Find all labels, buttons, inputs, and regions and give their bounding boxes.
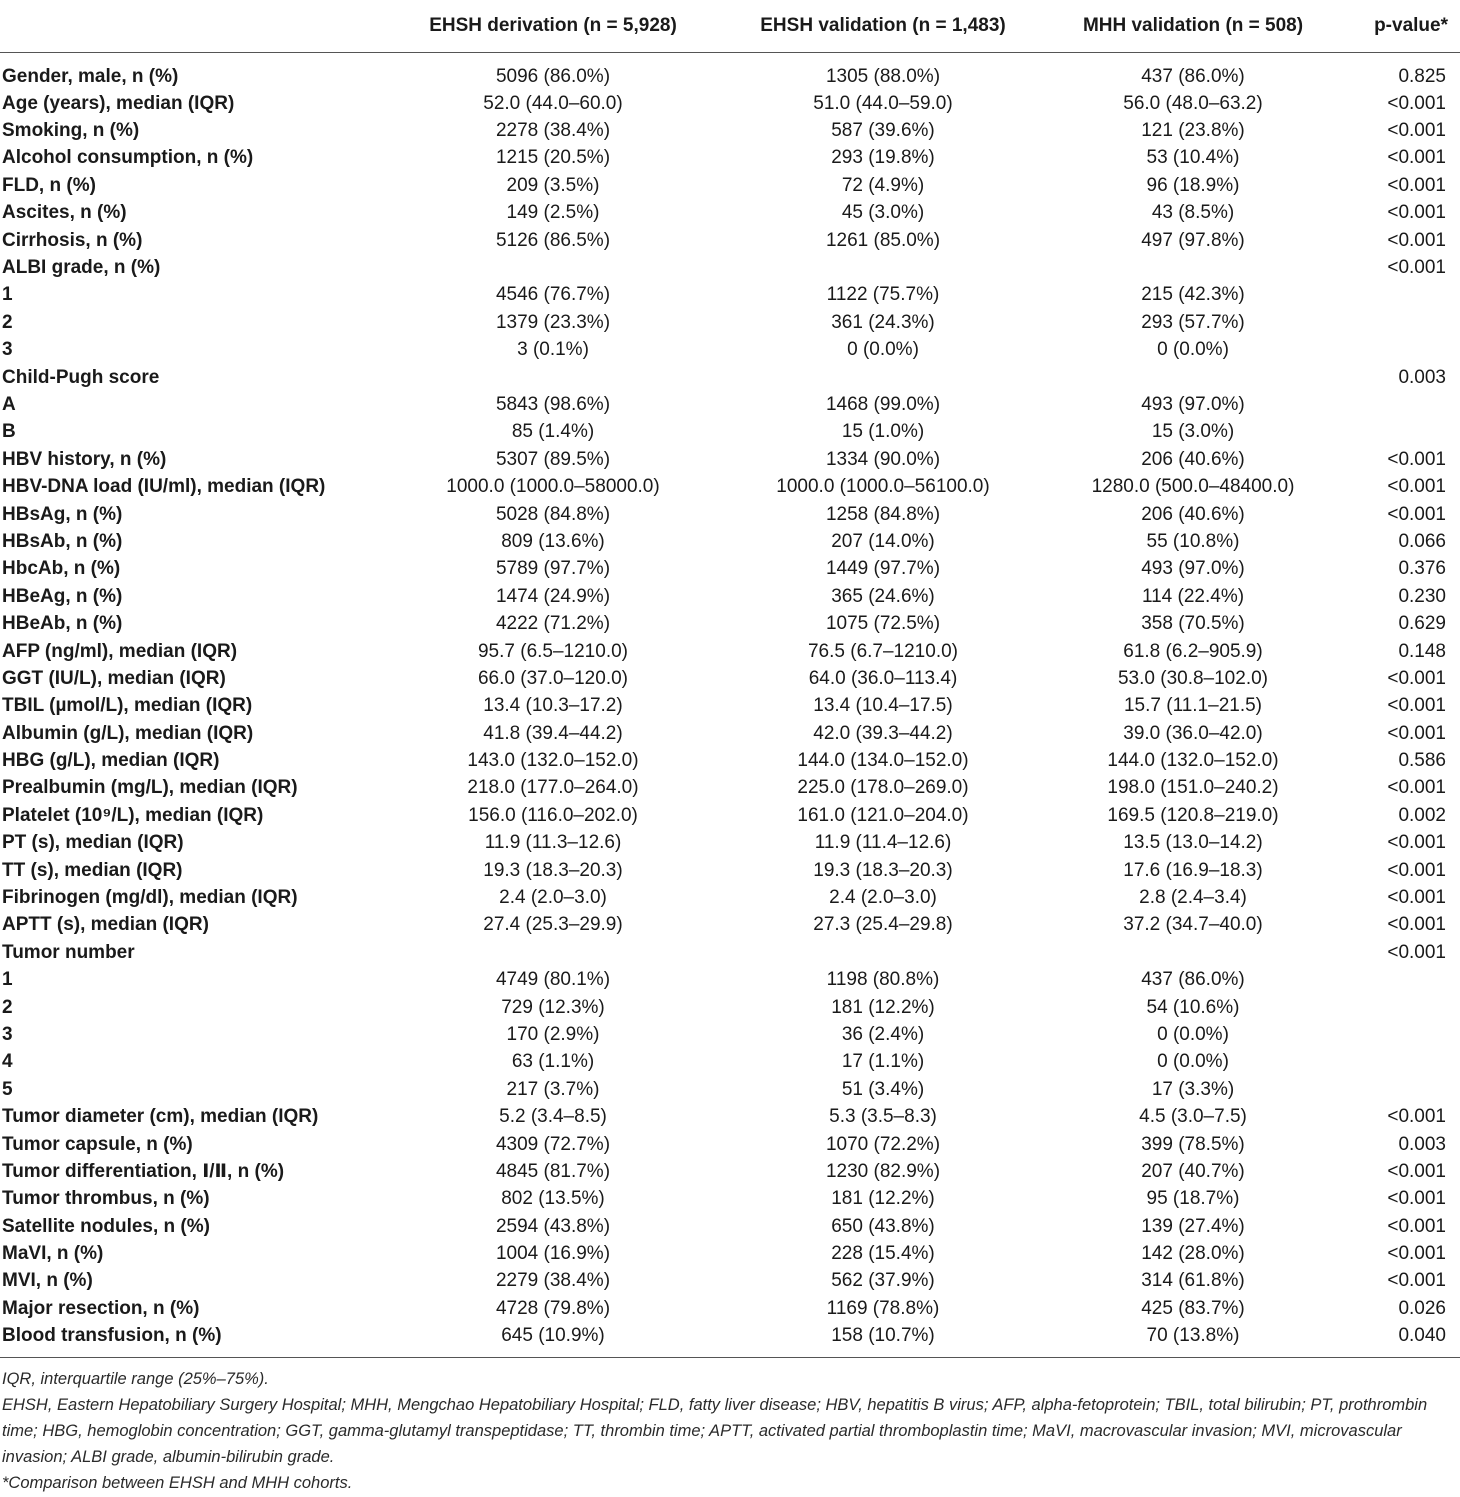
cell-mhh-validation: 37.2 (34.7–40.0): [1123, 914, 1263, 936]
cell-ehsh-validation: 650 (43.8%): [831, 1215, 935, 1237]
cell-p-value: [1338, 993, 1460, 1020]
cell-ehsh-validation: 1000.0 (1000.0–56100.0): [776, 476, 990, 498]
cell-ehsh-derivation: 27.4 (25.3–29.9): [483, 914, 623, 936]
cell-variable: GGT (IU/L), median (IQR): [2, 667, 226, 689]
table-row: [0, 637, 1460, 664]
cell-ehsh-derivation: 13.4 (10.3–17.2): [483, 695, 623, 717]
header-row: [0, 0, 1460, 52]
cell-mhh-validation: 437 (86.0%): [1141, 65, 1245, 87]
cell-ehsh-derivation: 149 (2.5%): [506, 202, 600, 224]
cell-ehsh-derivation: 85 (1.4%): [511, 421, 595, 443]
cell-ehsh-derivation: 2594 (43.8%): [495, 1215, 611, 1237]
table-row: [0, 665, 1460, 692]
cell-mhh-validation: 15.7 (11.1–21.5): [1123, 695, 1263, 717]
cell-variable: Smoking, n (%): [2, 120, 140, 142]
cell-ehsh-validation: 181 (12.2%): [831, 1188, 935, 1210]
cell-mhh-validation: 399 (78.5%): [1141, 1133, 1245, 1155]
table-row: [0, 117, 1460, 144]
cell-variable: 2: [2, 311, 13, 333]
cell-variable: HBeAb, n (%): [2, 613, 123, 635]
table-row: [0, 610, 1460, 637]
cell-mhh-validation: 61.8 (6.2–905.9): [1123, 640, 1263, 662]
table-row: [0, 144, 1460, 171]
cell-p-value: <0.001: [1387, 1243, 1446, 1265]
cell-p-value: <0.001: [1387, 722, 1446, 744]
cell-variable: Tumor capsule, n (%): [2, 1133, 193, 1155]
cell-ehsh-validation: 207 (14.0%): [831, 530, 935, 552]
table-row: [0, 1185, 1460, 1212]
cell-p-value: 0.003: [1398, 1133, 1446, 1155]
cell-mhh-validation: 53.0 (30.8–102.0): [1117, 667, 1268, 689]
cell-mhh-validation: 497 (97.8%): [1141, 229, 1245, 251]
cell-p-value: <0.001: [1387, 476, 1446, 498]
table-row: [0, 692, 1460, 719]
cell-variable: HbcAb, n (%): [2, 558, 121, 580]
cell-ehsh-validation: 225.0 (178.0–269.0): [797, 777, 969, 799]
header-ehsh-validation: EHSH validation (n = 1,483): [718, 0, 1048, 52]
footnote-comparison: *Comparison between EHSH and MHH cohorts.: [2, 1474, 353, 1493]
table-row: [0, 418, 1460, 445]
cell-ehsh-derivation: 41.8 (39.4–44.2): [483, 722, 623, 744]
cell-ehsh-validation: 1230 (82.9%): [825, 1160, 941, 1182]
cell-ehsh-derivation: 217 (3.7%): [506, 1078, 600, 1100]
cell-ehsh-derivation: 645 (10.9%): [501, 1325, 605, 1347]
table-row: [0, 500, 1460, 527]
cell-p-value: 0.066: [1398, 530, 1446, 552]
cell-p-value: <0.001: [1387, 1160, 1446, 1182]
cell-mhh-validation: 293 (57.7%): [1141, 311, 1245, 333]
cell-variable: HBV history, n (%): [2, 448, 167, 470]
cell-variable: MVI, n (%): [2, 1270, 93, 1292]
cell-mhh-validation: 206 (40.6%): [1141, 448, 1245, 470]
cell-variable: Platelet (10⁹/L), median (IQR): [2, 804, 264, 826]
footnote-abbreviations: EHSH, Eastern Hepatobiliary Surgery Hospital; MHH, Mengchao Hepatobiliary Hospital; FLD, fatty liver disease; HBV, hepatitis B virus; AFP, alpha-fetoprotein; TBIL, total bilirubin; PT, prothrombin time; HBG, hemoglobin concentration; GGT, gamma-glutamyl transpeptidase; TT, thrombin time; APTT, activated partial thromboplastin time; MaVI, macrovascular invasion; MVI, microvascular invasion; ALBI grade, albumin-bilirubin grade.: [2, 1396, 1428, 1467]
cell-p-value: <0.001: [1387, 859, 1446, 881]
cell-ehsh-validation: 45 (3.0%): [841, 202, 925, 224]
cell-p-value: <0.001: [1387, 229, 1446, 251]
cell-ehsh-derivation: 5789 (97.7%): [495, 558, 611, 580]
cell-p-value: <0.001: [1387, 832, 1446, 854]
cell-ehsh-validation: [718, 363, 1048, 390]
cell-ehsh-validation: 1169 (78.8%): [826, 1297, 940, 1319]
table-row: [0, 309, 1460, 336]
cell-mhh-validation: 54 (10.6%): [1146, 996, 1240, 1018]
cell-ehsh-validation: 1468 (99.0%): [825, 393, 941, 415]
table-row: [0, 774, 1460, 801]
cell-mhh-validation: 13.5 (13.0–14.2): [1123, 832, 1263, 854]
cell-ehsh-derivation: 809 (13.6%): [501, 530, 605, 552]
cell-variable: 2: [2, 996, 13, 1018]
cell-ehsh-derivation: 11.9 (11.3–12.6): [484, 832, 622, 854]
cell-ehsh-validation: 1070 (72.2%): [825, 1133, 941, 1155]
cell-mhh-validation: 0 (0.0%): [1157, 1023, 1229, 1045]
cell-ehsh-validation: 27.3 (25.4–29.8): [813, 914, 953, 936]
cell-ehsh-derivation: [388, 939, 718, 966]
cell-mhh-validation: 0 (0.0%): [1157, 339, 1229, 361]
cell-p-value: [1338, 281, 1460, 308]
cell-ehsh-validation: [718, 254, 1048, 281]
cell-ehsh-validation: 64.0 (36.0–113.4): [808, 667, 958, 689]
cell-variable: B: [2, 421, 16, 443]
cell-mhh-validation: 43 (8.5%): [1151, 202, 1235, 224]
table-row: [0, 199, 1460, 226]
cell-ehsh-validation: 161.0 (121.0–204.0): [797, 804, 969, 826]
cell-p-value: <0.001: [1387, 92, 1446, 114]
cell-ehsh-validation: 36 (2.4%): [841, 1023, 925, 1045]
table-row: [0, 446, 1460, 473]
cell-variable: PT (s), median (IQR): [2, 832, 184, 854]
cell-ehsh-validation: 51 (3.4%): [841, 1078, 925, 1100]
cell-variable: Blood transfusion, n (%): [2, 1325, 222, 1347]
table-row: [0, 719, 1460, 746]
cell-mhh-validation: 70 (13.8%): [1146, 1325, 1240, 1347]
cell-ehsh-derivation: 5307 (89.5%): [495, 448, 611, 470]
cell-ehsh-derivation: 4749 (80.1%): [495, 969, 611, 991]
header-mhh-validation: MHH validation (n = 508): [1048, 0, 1338, 52]
cell-mhh-validation: 55 (10.8%): [1146, 530, 1240, 552]
cell-ehsh-validation: 13.4 (10.4–17.5): [813, 695, 953, 717]
cell-mhh-validation: 56.0 (48.0–63.2): [1123, 92, 1263, 114]
cell-mhh-validation: 198.0 (151.0–240.2): [1107, 777, 1279, 799]
cell-ehsh-validation: [718, 939, 1048, 966]
cell-ehsh-derivation: 218.0 (177.0–264.0): [467, 777, 639, 799]
cell-p-value: <0.001: [1387, 120, 1446, 142]
cell-p-value: [1338, 336, 1460, 363]
table-footnotes: [0, 1358, 1460, 1496]
cell-p-value: <0.001: [1387, 503, 1446, 525]
cell-ehsh-derivation: 170 (2.9%): [506, 1023, 600, 1045]
cell-p-value: 0.825: [1398, 65, 1446, 87]
cell-mhh-validation: 15 (3.0%): [1151, 421, 1235, 443]
cell-ehsh-derivation: 1474 (24.9%): [495, 585, 611, 607]
cell-ehsh-derivation: 19.3 (18.3–20.3): [483, 859, 623, 881]
cell-ehsh-derivation: 4309 (72.7%): [495, 1133, 611, 1155]
cell-mhh-validation: 207 (40.7%): [1141, 1160, 1245, 1182]
cell-p-value: 0.230: [1398, 585, 1446, 607]
cell-mhh-validation: 169.5 (120.8–219.0): [1107, 804, 1279, 826]
cell-ehsh-validation: 365 (24.6%): [831, 585, 935, 607]
cell-mhh-validation: 114 (22.4%): [1141, 585, 1245, 607]
table-row: [0, 747, 1460, 774]
cell-variable: Tumor diameter (cm), median (IQR): [2, 1106, 319, 1128]
cell-variable: Satellite nodules, n (%): [2, 1215, 210, 1237]
cell-ehsh-derivation: 4546 (76.7%): [495, 284, 611, 306]
cell-ehsh-derivation: 156.0 (116.0–202.0): [468, 804, 638, 826]
table-row: [0, 993, 1460, 1020]
cell-ehsh-derivation: 1000.0 (1000.0–58000.0): [446, 476, 660, 498]
table-row: [0, 52, 1460, 90]
table-row: [0, 172, 1460, 199]
cell-p-value: <0.001: [1387, 667, 1446, 689]
cell-mhh-validation: 121 (23.8%): [1141, 120, 1245, 142]
table-row: [0, 1213, 1460, 1240]
header-variable: [0, 0, 388, 52]
cell-mhh-validation: 1280.0 (500.0–48400.0): [1091, 476, 1295, 498]
cell-ehsh-derivation: 5028 (84.8%): [495, 503, 611, 525]
cell-p-value: <0.001: [1387, 777, 1446, 799]
footnote-iqr: IQR, interquartile range (25%–75%).: [2, 1370, 269, 1389]
cell-variable: Fibrinogen (mg/dl), median (IQR): [2, 887, 298, 909]
cell-variable: 1: [2, 969, 13, 991]
cell-mhh-validation: 17.6 (16.9–18.3): [1123, 859, 1263, 881]
cell-p-value: <0.001: [1387, 257, 1446, 279]
cell-p-value: <0.001: [1387, 1106, 1446, 1128]
cell-p-value: [1338, 309, 1460, 336]
cell-mhh-validation: 437 (86.0%): [1141, 969, 1245, 991]
cell-ehsh-derivation: 209 (3.5%): [506, 174, 600, 196]
cell-ehsh-derivation: 4222 (71.2%): [495, 613, 611, 635]
header-ehsh-derivation: EHSH derivation (n = 5,928): [388, 0, 718, 52]
table-row: [0, 363, 1460, 390]
cell-ehsh-validation: 144.0 (134.0–152.0): [797, 750, 969, 772]
cell-ehsh-validation: 1258 (84.8%): [825, 503, 941, 525]
table-row: [0, 254, 1460, 281]
table-row: [0, 528, 1460, 555]
cell-variable: HBeAg, n (%): [2, 585, 123, 607]
table-row: [0, 90, 1460, 117]
cell-p-value: [1338, 1021, 1460, 1048]
cell-ehsh-derivation: 4728 (79.8%): [495, 1297, 611, 1319]
cell-variable: 5: [2, 1078, 13, 1100]
cell-ehsh-derivation: 63 (1.1%): [511, 1051, 595, 1073]
cell-p-value: 0.003: [1398, 366, 1446, 388]
cell-mhh-validation: 139 (27.4%): [1141, 1215, 1245, 1237]
cell-mhh-validation: 142 (28.0%): [1141, 1243, 1245, 1265]
cell-variable: 3: [2, 339, 13, 361]
cell-variable: Major resection, n (%): [2, 1297, 200, 1319]
cell-ehsh-derivation: 1004 (16.9%): [495, 1243, 611, 1265]
cell-ehsh-derivation: [388, 363, 718, 390]
cell-variable: AFP (ng/ml), median (IQR): [2, 640, 238, 662]
cell-ehsh-validation: 72 (4.9%): [841, 174, 925, 196]
cell-ehsh-validation: 1449 (97.7%): [825, 558, 941, 580]
cell-mhh-validation: 144.0 (132.0–152.0): [1107, 750, 1279, 772]
cell-variable: APTT (s), median (IQR): [2, 914, 209, 936]
cell-mhh-validation: 95 (18.7%): [1146, 1188, 1240, 1210]
cell-ehsh-validation: 228 (15.4%): [831, 1243, 935, 1265]
cell-variable: Albumin (g/L), median (IQR): [2, 722, 254, 744]
cell-ehsh-validation: 293 (19.8%): [831, 147, 935, 169]
table-row: [0, 1267, 1460, 1294]
table-row: [0, 391, 1460, 418]
cell-variable: Child-Pugh score: [2, 366, 160, 388]
cell-p-value: 0.148: [1398, 640, 1446, 662]
cell-variable: Ascites, n (%): [2, 202, 127, 224]
cell-p-value: <0.001: [1387, 174, 1446, 196]
cell-p-value: [1338, 391, 1460, 418]
cell-variable: Tumor thrombus, n (%): [2, 1188, 210, 1210]
cell-variable: Tumor number: [2, 941, 135, 963]
table-row: [0, 856, 1460, 883]
cell-ehsh-validation: 5.3 (3.5–8.3): [829, 1106, 937, 1128]
cell-ehsh-validation: 51.0 (44.0–59.0): [813, 92, 953, 114]
cell-ehsh-derivation: 2.4 (2.0–3.0): [499, 887, 607, 909]
cell-variable: A: [2, 393, 16, 415]
cell-mhh-validation: 314 (61.8%): [1141, 1270, 1245, 1292]
cell-mhh-validation: 493 (97.0%): [1141, 393, 1245, 415]
cell-variable: Alcohol consumption, n (%): [2, 147, 254, 169]
table-row: [0, 911, 1460, 938]
cell-mhh-validation: [1048, 363, 1338, 390]
table-row: [0, 966, 1460, 993]
cell-p-value: 0.629: [1398, 613, 1446, 635]
cell-variable: FLD, n (%): [2, 174, 96, 196]
cell-p-value: <0.001: [1387, 887, 1446, 909]
cell-p-value: <0.001: [1387, 695, 1446, 717]
table-body: [0, 52, 1460, 1357]
cell-variable: Prealbumin (mg/L), median (IQR): [2, 777, 298, 799]
table-row: [0, 583, 1460, 610]
cell-ehsh-validation: 562 (37.9%): [831, 1270, 935, 1292]
table-row: [0, 1076, 1460, 1103]
cell-ehsh-derivation: [388, 254, 718, 281]
cell-variable: HBsAg, n (%): [2, 503, 123, 525]
cell-variable: TT (s), median (IQR): [2, 859, 183, 881]
cell-ehsh-validation: 17 (1.1%): [841, 1051, 925, 1073]
cell-ehsh-validation: 1334 (90.0%): [825, 448, 941, 470]
cell-ehsh-derivation: 802 (13.5%): [501, 1188, 605, 1210]
table-row: [0, 884, 1460, 911]
cell-variable: 4: [2, 1051, 13, 1073]
table-row: [0, 1048, 1460, 1075]
table-row: [0, 473, 1460, 500]
cell-ehsh-validation: 361 (24.3%): [831, 311, 935, 333]
cell-variable: HBV-DNA load (IU/ml), median (IQR): [2, 476, 326, 498]
cell-variable: Gender, male, n (%): [2, 65, 179, 87]
cell-p-value: <0.001: [1387, 941, 1446, 963]
cell-ehsh-derivation: 4845 (81.7%): [495, 1160, 611, 1182]
header-p-value: p-value*: [1338, 0, 1460, 52]
cell-ehsh-validation: 19.3 (18.3–20.3): [813, 859, 953, 881]
cell-variable: 1: [2, 284, 13, 306]
cell-mhh-validation: 215 (42.3%): [1141, 284, 1245, 306]
table-row: [0, 1021, 1460, 1048]
cell-mhh-validation: [1048, 939, 1338, 966]
cell-mhh-validation: 206 (40.6%): [1141, 503, 1245, 525]
table-row: [0, 226, 1460, 253]
cell-variable: HBsAb, n (%): [2, 530, 123, 552]
cell-p-value: <0.001: [1387, 448, 1446, 470]
cell-ehsh-validation: 181 (12.2%): [831, 996, 935, 1018]
cell-p-value: [1338, 966, 1460, 993]
cell-ehsh-derivation: 5096 (86.0%): [495, 65, 611, 87]
cell-variable: MaVI, n (%): [2, 1243, 104, 1265]
cell-p-value: [1338, 1048, 1460, 1075]
cell-p-value: [1338, 418, 1460, 445]
cell-ehsh-validation: 15 (1.0%): [841, 421, 925, 443]
cell-mhh-validation: 0 (0.0%): [1157, 1051, 1229, 1073]
cell-ehsh-derivation: 95.7 (6.5–1210.0): [477, 640, 628, 662]
cell-p-value: 0.586: [1398, 750, 1446, 772]
table-row: [0, 1158, 1460, 1185]
cell-ehsh-derivation: 5126 (86.5%): [495, 229, 611, 251]
table-header: [0, 0, 1460, 52]
table-row: [0, 939, 1460, 966]
cell-ehsh-validation: 587 (39.6%): [831, 120, 935, 142]
cell-mhh-validation: 358 (70.5%): [1141, 613, 1245, 635]
cell-ehsh-validation: 76.5 (6.7–1210.0): [807, 640, 958, 662]
cell-p-value: <0.001: [1387, 147, 1446, 169]
cell-ehsh-validation: 1198 (80.8%): [826, 969, 940, 991]
cell-p-value: <0.001: [1387, 914, 1446, 936]
cell-ehsh-derivation: 143.0 (132.0–152.0): [467, 750, 639, 772]
cell-p-value: 0.040: [1398, 1325, 1446, 1347]
cell-mhh-validation: 39.0 (36.0–42.0): [1123, 722, 1263, 744]
cell-ehsh-derivation: 66.0 (37.0–120.0): [477, 667, 628, 689]
cell-ehsh-derivation: 3 (0.1%): [517, 339, 589, 361]
cell-p-value: <0.001: [1387, 1188, 1446, 1210]
cell-variable: HBG (g/L), median (IQR): [2, 750, 220, 772]
table-row: [0, 1322, 1460, 1357]
cell-ehsh-validation: 42.0 (39.3–44.2): [813, 722, 953, 744]
cell-mhh-validation: 425 (83.7%): [1141, 1297, 1245, 1319]
cell-ehsh-validation: 1075 (72.5%): [825, 613, 941, 635]
cell-variable: Tumor differentiation, Ⅰ/Ⅱ, n (%): [2, 1160, 285, 1182]
cell-mhh-validation: [1048, 254, 1338, 281]
cell-mhh-validation: 17 (3.3%): [1151, 1078, 1235, 1100]
cell-ehsh-validation: 2.4 (2.0–3.0): [829, 887, 937, 909]
cell-ehsh-derivation: 5843 (98.6%): [495, 393, 611, 415]
cell-p-value: <0.001: [1387, 1215, 1446, 1237]
cell-ehsh-validation: 1305 (88.0%): [825, 65, 941, 87]
table-row: [0, 1295, 1460, 1322]
cell-mhh-validation: 96 (18.9%): [1146, 174, 1240, 196]
cell-variable: Cirrhosis, n (%): [2, 229, 143, 251]
cell-p-value: 0.002: [1398, 804, 1446, 826]
table-row: [0, 336, 1460, 363]
cell-ehsh-validation: 1261 (85.0%): [825, 229, 941, 251]
cell-ehsh-validation: 0 (0.0%): [847, 339, 919, 361]
cell-ehsh-validation: 158 (10.7%): [831, 1325, 935, 1347]
cell-mhh-validation: 53 (10.4%): [1146, 147, 1240, 169]
cell-ehsh-derivation: 2278 (38.4%): [495, 120, 611, 142]
cell-variable: ALBI grade, n (%): [2, 257, 161, 279]
cell-ehsh-derivation: 5.2 (3.4–8.5): [499, 1106, 607, 1128]
table-row: [0, 555, 1460, 582]
cell-ehsh-validation: 1122 (75.7%): [826, 284, 940, 306]
cell-p-value: 0.376: [1398, 558, 1446, 580]
cell-ehsh-derivation: 1215 (20.5%): [495, 147, 611, 169]
cell-variable: TBIL (µmol/L), median (IQR): [2, 695, 253, 717]
cell-p-value: [1338, 1076, 1460, 1103]
cell-p-value: 0.026: [1398, 1297, 1446, 1319]
cell-mhh-validation: 493 (97.0%): [1141, 558, 1245, 580]
table-row: [0, 1240, 1460, 1267]
table-row: [0, 829, 1460, 856]
cell-mhh-validation: 4.5 (3.0–7.5): [1139, 1106, 1247, 1128]
cell-ehsh-derivation: 729 (12.3%): [501, 996, 605, 1018]
cell-ehsh-derivation: 2279 (38.4%): [495, 1270, 611, 1292]
cell-p-value: <0.001: [1387, 202, 1446, 224]
cell-ehsh-validation: 11.9 (11.4–12.6): [814, 832, 952, 854]
cell-mhh-validation: 2.8 (2.4–3.4): [1139, 887, 1247, 909]
table-row: [0, 1103, 1460, 1130]
cell-ehsh-derivation: 52.0 (44.0–60.0): [483, 92, 623, 114]
table-row: [0, 281, 1460, 308]
cell-variable: Age (years), median (IQR): [2, 92, 235, 114]
table-row: [0, 1130, 1460, 1157]
cell-ehsh-derivation: 1379 (23.3%): [495, 311, 611, 333]
cell-variable: 3: [2, 1023, 13, 1045]
cell-p-value: <0.001: [1387, 1270, 1446, 1292]
table-row: [0, 802, 1460, 829]
